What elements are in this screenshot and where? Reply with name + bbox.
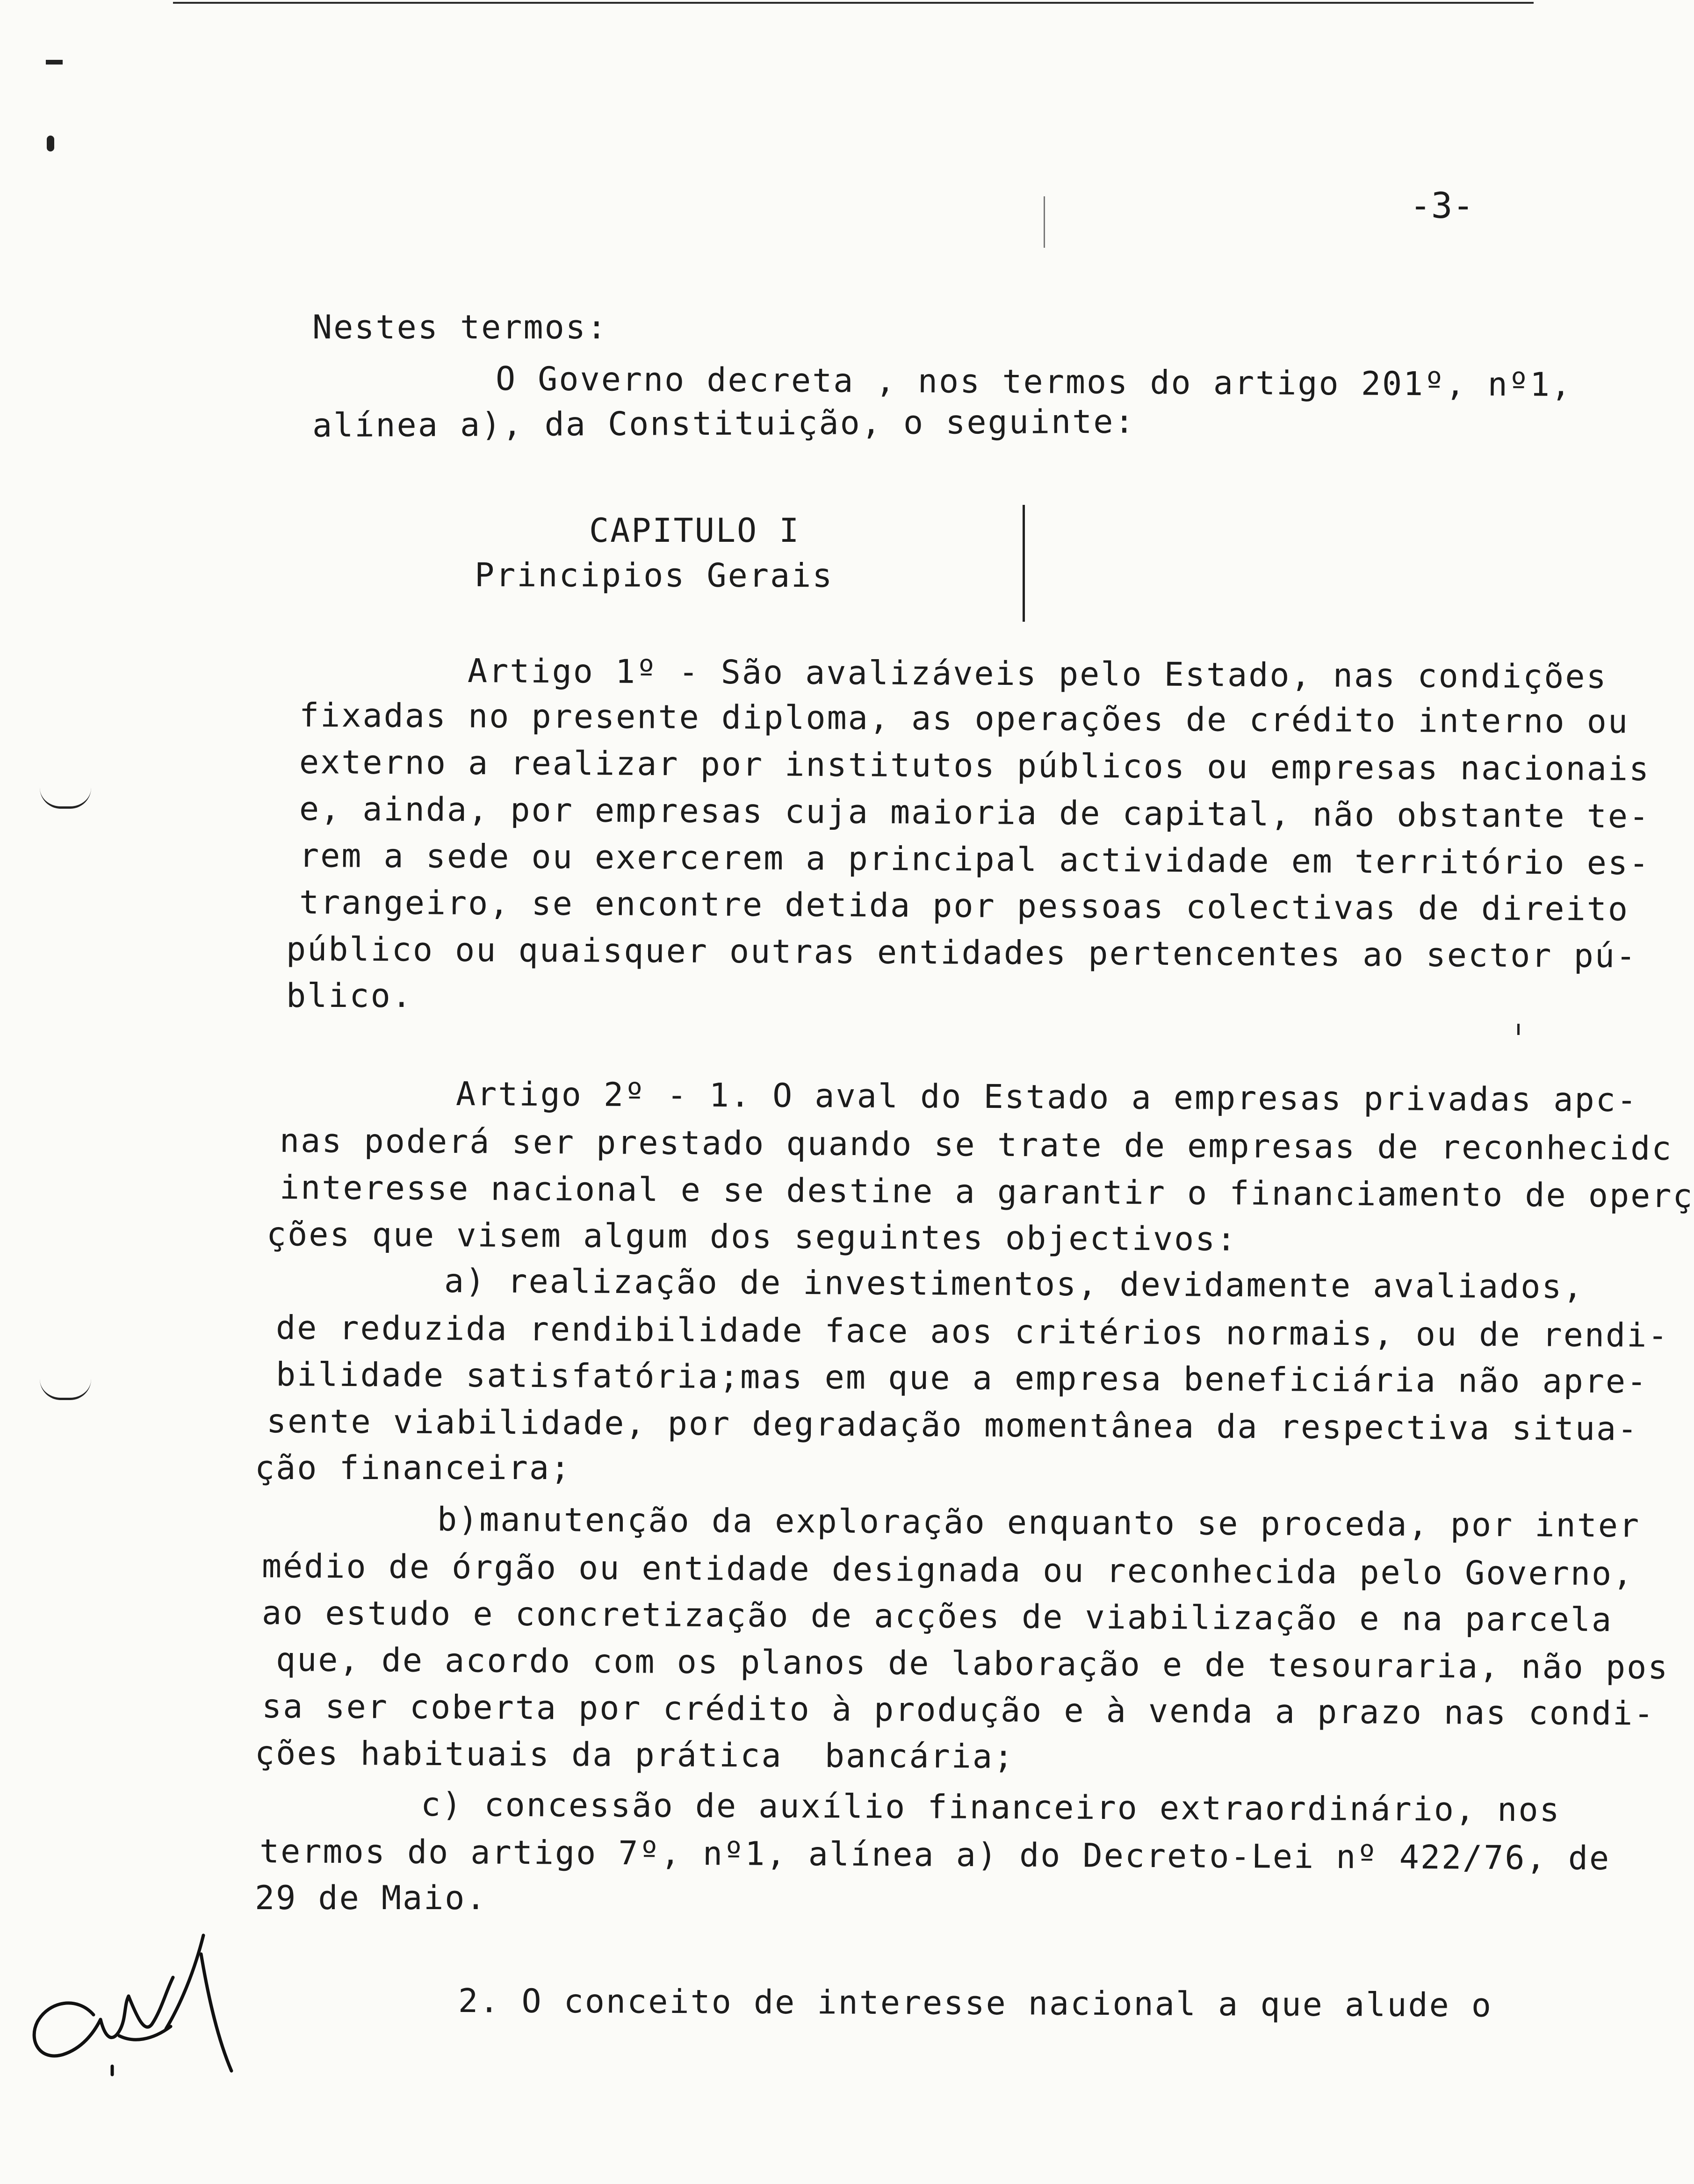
text-line: c) concessão de auxílio financeiro extraordinário, nos: [420, 1785, 1561, 1829]
punch-mark-2: [47, 136, 54, 151]
text-line: de reduzida rendibilidade face aos critérios normais, ou de rendi-: [275, 1308, 1669, 1355]
text-line: termos do artigo 7º, nº1, alínea a) do Decreto-Lei nº 422/76, de: [259, 1832, 1611, 1878]
top-rule: [173, 2, 1534, 4]
text-line: bilidade satisfatória;mas em que a empresa beneficiária não apre-: [275, 1355, 1648, 1401]
text-line: trangeiro, se encontre detida por pessoas colectivas de direito: [299, 883, 1629, 928]
text-line: 2. O conceito de interesse nacional a que alude o: [458, 1982, 1493, 2025]
text-line: 29 de Maio.: [255, 1879, 487, 1917]
text-line: alínea a), da Constituição, o seguinte:: [312, 402, 1136, 445]
text-line: O Governo decreta , nos termos do artigo 201º, nº1,: [495, 359, 1572, 404]
text-line: ções que visem algum dos seguintes objectivos:: [266, 1215, 1238, 1258]
text-line: a) realização de investimentos, devidamente avaliados,: [444, 1262, 1584, 1306]
text-line: sa ser coberta por crédito à produção e à venda a prazo nas condi-: [261, 1687, 1655, 1733]
text-line: nas poderá ser prestado quando se trate de empresas de reconhecidc: [279, 1121, 1673, 1168]
text-line: ções habituais da prática bancária;: [254, 1734, 1015, 1776]
text-line: e, ainda, por empresas cuja maioria de capital, não obstante te-: [299, 790, 1651, 836]
text-line: interesse nacional e se destine a garantir o financiamento de operç: [279, 1168, 1694, 1215]
handwritten-signature: [12, 1926, 236, 2076]
text-line: Nestes termos:: [312, 308, 608, 346]
text-line: ao estudo e concretização de acções de viabilização e na parcela: [261, 1594, 1613, 1639]
punch-mark-1: [46, 60, 63, 65]
text-line: CAPITULO I: [589, 511, 800, 550]
text-line: público ou quaisquer outras entidades pertencentes ao sector pú-: [286, 930, 1637, 976]
text-line: ção financeira;: [255, 1449, 572, 1487]
margin-tick: [1517, 1024, 1520, 1035]
text-line: que, de acordo com os planos de laboração e de tesouraria, não pos: [275, 1640, 1669, 1687]
text-line: sente viabilidade, por degradação momentânea da respectiva situa-: [266, 1402, 1639, 1448]
margin-curve-upper: [40, 788, 91, 809]
text-line: Artigo 2º - 1. O aval do Estado a empresas privadas apc-: [455, 1075, 1638, 1120]
vertical-margin-bar: [1023, 505, 1025, 622]
text-line: médio de órgão ou entidade designada ou reconhecida pelo Governo,: [261, 1547, 1634, 1593]
text-line: fixadas no presente diploma, as operações de crédito interno ou: [299, 696, 1629, 741]
text-line: blico.: [286, 977, 413, 1015]
text-line: externo a realizar por institutos públicos ou empresas nacionais: [299, 743, 1651, 789]
page-number: -3-: [1410, 185, 1474, 226]
text-line: Artigo 1º - São avalizáveis pelo Estado, nas condições: [467, 652, 1607, 696]
text-line: rem a sede ou exercerem a principal actividade em território es-: [299, 836, 1651, 883]
text-line: Principios Gerais: [474, 556, 834, 595]
margin-curve-lower: [40, 1379, 91, 1400]
text-line: b)manutenção da exploração enquanto se proceda, por inter: [437, 1500, 1641, 1545]
faint-vertical-mark: [1044, 196, 1045, 248]
